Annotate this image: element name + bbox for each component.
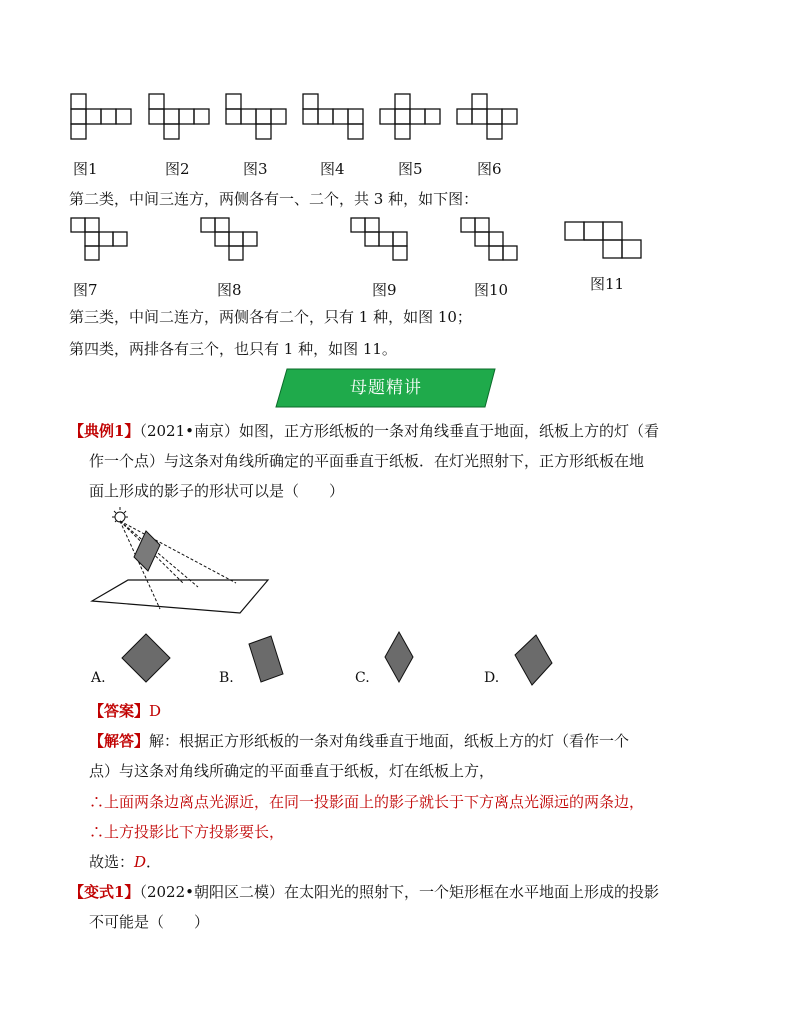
option-d-label[interactable]: D. xyxy=(484,670,500,686)
option-c-shape[interactable] xyxy=(383,630,415,684)
solution-line4: ∴上方投影比下方投影要长， xyxy=(89,823,285,841)
figure-label: 图6 xyxy=(477,160,502,178)
cube-net-figure-1 xyxy=(70,93,134,141)
solution-tag: 【解答】 xyxy=(89,732,150,750)
figure-label: 图8 xyxy=(217,281,242,299)
figure-label: 图7 xyxy=(73,281,98,299)
figure-label: 图10 xyxy=(474,281,509,299)
variant1-line2: 不可能是（ ） xyxy=(89,913,210,931)
example1-line1 xyxy=(69,420,659,441)
solution-choice-value: D xyxy=(134,853,147,871)
example1-line2: 作一个点）与这条对角线所确定的平面垂直于纸板．在灯光照射下，正方形纸板在地 xyxy=(89,452,645,470)
solution-line1 xyxy=(89,730,629,751)
variant1-line1 xyxy=(69,881,659,902)
cube-net-figure-9 xyxy=(350,217,410,265)
answer-tag: 【答案】 xyxy=(89,702,150,720)
figure-label: 图5 xyxy=(398,160,423,178)
figure-label: 图4 xyxy=(320,160,345,178)
cube-net-figure-8 xyxy=(200,217,260,265)
section-banner-title: 母题精讲 xyxy=(350,378,422,398)
option-b-shape[interactable] xyxy=(246,634,286,684)
cube-net-figure-7 xyxy=(70,217,130,265)
class4-text: 第四类，两排各有三个，也只有 1 种，如图 11。 xyxy=(69,340,397,358)
figure-label: 图9 xyxy=(372,281,397,299)
lamp-shadow-illustration xyxy=(88,505,278,617)
cube-net-figure-3 xyxy=(225,93,289,141)
solution-line5 xyxy=(89,851,161,872)
option-b-label[interactable]: B. xyxy=(219,670,234,686)
solution-line2: 点）与这条对角线所确定的平面垂直于纸板，灯在纸板上方， xyxy=(89,762,495,780)
option-d-shape[interactable] xyxy=(512,633,554,687)
answer-value: D xyxy=(149,702,162,720)
cube-net-figure-4 xyxy=(302,93,366,141)
option-a-label[interactable]: A. xyxy=(91,670,106,686)
figure-label: 图3 xyxy=(243,160,268,178)
figure-label: 图11 xyxy=(590,275,625,293)
cube-net-figure-2 xyxy=(148,93,212,141)
cube-net-figure-5 xyxy=(379,93,443,141)
variant1-text-line1: （2022•朝阳区二模）在太阳光的照射下，一个矩形框在水平地面上形成的投影 xyxy=(139,883,659,901)
option-a-shape[interactable] xyxy=(120,632,172,684)
example1-line3: 面上形成的影子的形状可以是（ ） xyxy=(89,482,345,500)
option-c-label[interactable]: C. xyxy=(355,670,370,686)
class3-text: 第三类，中间二连方，两侧各有二个，只有 1 种，如图 10； xyxy=(69,308,472,326)
example-tag: 【典例1】 xyxy=(69,422,140,440)
variant-tag: 【变式1】 xyxy=(69,883,140,901)
figure-label: 图2 xyxy=(165,160,190,178)
class2-text: 第二类，中间三连方，两侧各有一、二个，共 3 种，如下图： xyxy=(69,190,479,208)
cube-net-figure-10 xyxy=(460,217,520,265)
cube-net-figure-6 xyxy=(456,93,520,141)
answer-line xyxy=(89,700,161,721)
cube-net-figure-11 xyxy=(564,221,644,261)
solution-text-line1: 解：根据正方形纸板的一条对角线垂直于地面，纸板上方的灯（看作一个 xyxy=(149,732,630,750)
solution-choice-prefix: 故选： xyxy=(89,853,135,871)
solution-choice-suffix: ． xyxy=(146,853,162,871)
lamp-icon xyxy=(112,507,128,522)
figure-label: 图1 xyxy=(73,160,98,178)
example1-text-line1: （2021•南京）如图，正方形纸板的一条对角线垂直于地面，纸板上方的灯（看 xyxy=(139,422,659,440)
solution-line3: ∴上面两条边离点光源近，在同一投影面上的影子就长于下方离点光源远的两条边， xyxy=(89,793,645,811)
